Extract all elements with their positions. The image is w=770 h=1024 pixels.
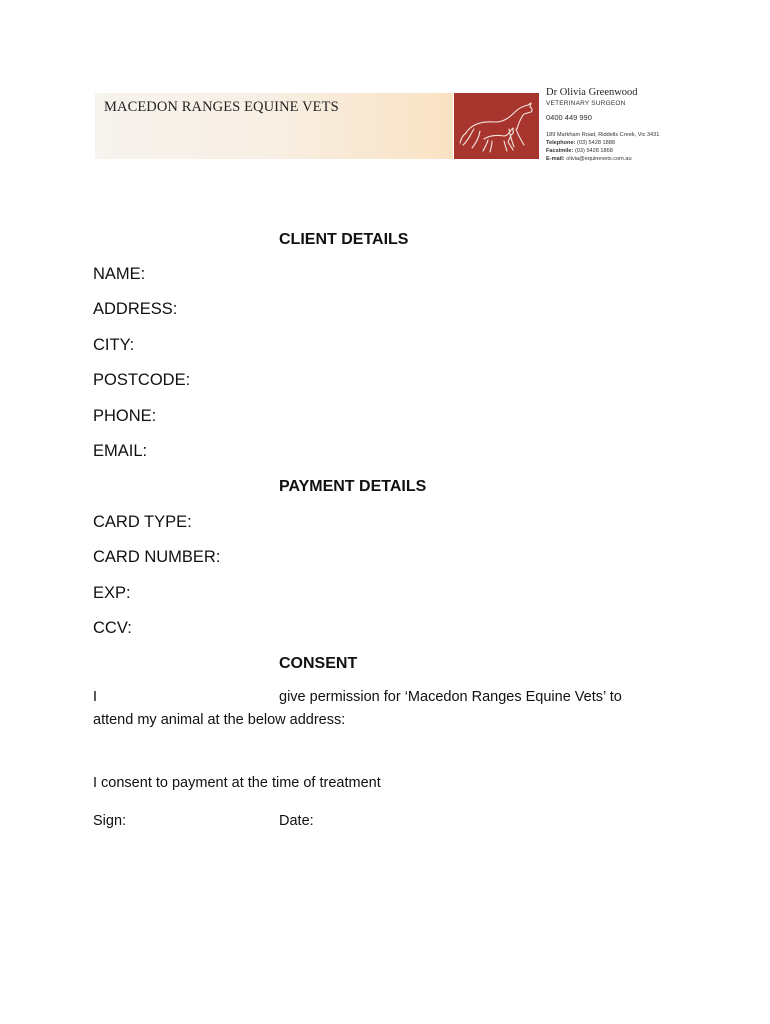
consent-line1-rest: give permission for ‘Macedon Ranges Equine Vets’ to xyxy=(279,689,622,705)
client-details-heading: CLIENT DETAILS xyxy=(279,231,409,248)
consent-line1-start: I xyxy=(93,689,98,705)
phone-label: PHONE: xyxy=(93,407,157,425)
email-line xyxy=(546,155,676,163)
name-label: NAME: xyxy=(93,265,146,283)
email-label-field: EMAIL: xyxy=(93,442,148,460)
telephone-value: (03) 5428 1888 xyxy=(576,140,615,146)
sign-label: Sign: xyxy=(93,813,127,829)
horse-and-foal-logo-icon xyxy=(454,93,539,159)
card-type-label: CARD TYPE: xyxy=(93,513,192,531)
date-label: Date: xyxy=(279,813,314,829)
city-label: CITY: xyxy=(93,336,135,354)
postcode-label: POSTCODE: xyxy=(93,371,191,389)
facsimile-value: (03) 5428 1868 xyxy=(574,148,613,154)
payment-consent-text: I consent to payment at the time of treatment xyxy=(93,775,381,791)
payment-details-heading: PAYMENT DETAILS xyxy=(279,478,427,495)
vet-contact-block xyxy=(546,87,676,163)
facsimile-label: Facsimile: xyxy=(546,148,574,154)
consent-heading: CONSENT xyxy=(279,655,358,672)
telephone-line xyxy=(546,139,676,147)
letterhead xyxy=(95,80,675,162)
card-number-label: CARD NUMBER: xyxy=(93,548,221,566)
ccv-label: CCV: xyxy=(93,619,132,637)
vet-title: VETERINARY SURGEON xyxy=(546,100,626,107)
exp-label: EXP: xyxy=(93,584,131,602)
vet-name: Dr Olivia Greenwood xyxy=(546,87,638,98)
practice-address: 189 Markham Road, Riddells Creek, Vic 3431 xyxy=(546,132,660,138)
facsimile-line xyxy=(546,147,676,155)
email-value: olivia@equinevets.com.au xyxy=(566,156,632,162)
address-label: ADDRESS: xyxy=(93,300,178,318)
practice-name: MACEDON RANGES EQUINE VETS xyxy=(104,99,339,115)
telephone-label: Telephone: xyxy=(546,140,576,146)
vet-mobile: 0400 449 990 xyxy=(546,113,592,122)
consent-line2: attend my animal at the below address: xyxy=(93,712,346,728)
email-label: E-mail: xyxy=(546,156,565,162)
